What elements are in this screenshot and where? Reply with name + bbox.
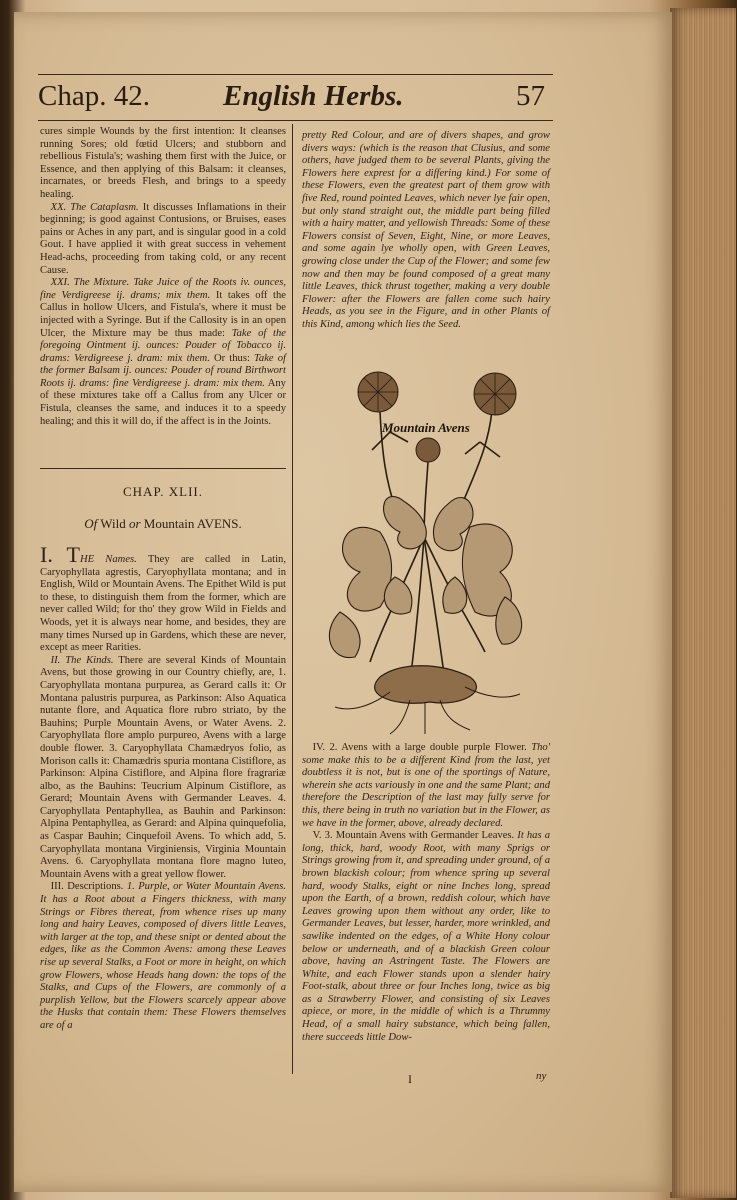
header-rule-bottom [38, 120, 553, 121]
double-avens-text: Tho' some make this to be a different Kind from the last, yet doubtless it is not, but is one of the sportings of Nature, wherein she acts variously in one and the same Plant; and therefore the Description of the last may fully serve for this, there being in truth no variation but in the Flower, as we have in the former, above, already declared. [302, 742, 550, 829]
left-column-top [40, 126, 286, 428]
subtitle-wild: Wild [100, 516, 126, 531]
double-avens-lead: IV. 2. Avens with a large double purple Flower. [312, 742, 527, 753]
chapter-subtitle [40, 516, 286, 532]
page-edges [670, 8, 736, 1198]
paragraph-balsam: cures simple Wounds by the first intention: It cleanses running Sores; old fœtid Ulcers; and stubborn and rebellious Fistula's; washing them first with the Juice, or Essence, and then applying of this Balsam: it cleanses, incarnates, or breeds Flesh, and brings to a speedy healing. [40, 126, 286, 200]
subtitle-of: Of [84, 516, 98, 531]
catchword: ny [536, 1070, 547, 1082]
subtitle-or: or [128, 516, 141, 531]
section-divider [40, 468, 286, 469]
column-divider [292, 124, 293, 1074]
header-rule-top [38, 74, 553, 75]
mountain-avens-illustration [320, 362, 530, 737]
paragraph-mixture [40, 277, 286, 428]
kinds-lead: II. The Kinds. [50, 654, 114, 666]
mixture-text: It takes off the Callus in hollow Ulcers, and Fistula's, where it must be injected with a Syringe. But if the Callosity is in an open Ulcer, the Mixture may be thus made: [40, 289, 286, 339]
header-chapter: Chap. 42. [38, 80, 150, 112]
paragraph-kinds [40, 655, 286, 882]
names-text: They are called in Latin, Caryophyllata agrestis, Caryophyllata montana; and in English, Wild or Mountain Avens. The Epithet Wild is put to these, to distinguish them from the former, which are never called Wild; for tho' they grow Wild in Fields and Woods, yet it is always near home, and besides, they are many times Nursed up in Gardens, which these are never, except as meer Rarities. [40, 554, 286, 654]
cataplasm-lead: XX. The Cataplasm. [50, 201, 139, 213]
right-column-bottom [302, 742, 550, 1044]
subtitle-main: Mountain AVENS. [143, 516, 242, 531]
paragraph-double-avens [302, 742, 550, 830]
header-title: English Herbs. [223, 80, 404, 112]
kinds-text: There are several Kinds of Mountain Avens, but those growing in our Country chiefly, are, 1. Caryophyllata montana purpurea, as Gerard calls it: Or Montana palustris purpurea, as Parkinson: Also Aquatica nutante flore, and Aquatica flore rubro striato, by the Bauhins; Purple Mountain Avens, or Water Avens. 2. Caryophyllata flore amplo purpureo, Avens with a large double flower. 3. Caryophyllata Chamædryos folio, as Morison calls it: Chamædris spuria montana Cistiflore, as Parkinson: Alpina Cistiflore, and Alpina flore fragrariæ albo, as the Bauhins: Teucrium Alpinum Cistiflore, as Gerard; Mountain Avens with Germander Leaves. 4. Caryophyllata Pentaphyllea, as Bauhin and Parkinson: Alpina Pentaphyllea, as Gerard: and Alpina quinquefolia, as Caspar Bauhin; Cinquefoil Avens. To which add, 5. Caryophyllata montana Virginiensis, Virginia Mountain Avens. 6. Caryophyllata montana flore magno luteo, Mountain Avens with a great yellow flower. [40, 654, 286, 880]
germander-avens-text: It has a long, thick, hard, woody Root, with many Sprigs or Strings growing from it, and spreading under ground, of a brown blackish colour; from whence spring up several hard, woody Stalks, eight or nine Inches long, spread upon the Earth, of a brown, reddish colour, which have Leaves growing upon them without any order, like to Germander Leaves, but lesser, harder, more wrinkled, and sawlike indented on the edges, of a White Hony colour below or underneath, and of a blackish Green colour above, having an Astringent Taste. The Flowers are White, and each Flower stands upon a slender hairy Foot-stalk, about three or four Inches long, twice as big as a Strawberry Flower, and consisting of six Leaves apiece, or more, in the middle of which is a Thrummy Head, of a small hairy substance, which being fallen, there succeeds little Dow- [302, 830, 551, 1043]
mixture-or: Or thus: [213, 352, 250, 364]
paragraph-descriptions [40, 881, 286, 1032]
chapter-heading: CHAP. XLII. [123, 484, 203, 499]
running-header [38, 80, 553, 120]
paragraph-flowers: pretty Red Colour, and are of divers shapes, and grow divers ways: (which is the reason that Clusius, and some others, have judged them to be several Plants, giving the Flowers here exprest for a differing kind.) For some of these Flowers, even the greatest part of them grow with five Red, round pointed Leaves, which never lye fair open, but only stand straight out, the middle part being filled with a hairy matter, and yellowish Threads: Some of these Flowers consist of Seven, Eight, Nine, or more Leaves, and some again lye wholly open, with Green Leaves, growing close under the Cup of the Flower; and some few now and then may be found composed of a great many little Leaves, thick thrust together, making a very double Flower: after the Flowers are fallen come such hairy Heads, as you see in the Figure, and in other Plants of this Kind, among which lies the Seed. [302, 130, 550, 330]
drop-cap: I. T [40, 542, 80, 567]
descriptions-text: 1. Purple, or Water Mountain Avens. It has a Root about a Fingers thickness, with many Strings or Fibres thereat, from whence rises up many long and hairy Leaves, composed of divers little Leaves, with larger at the top, and these snipt or dented about the edges, like as the Common Avens: among these Leaves rise up several Stalks, a Foot or more in height, on which grow Flowers, whose Heads hang down: the tops of the Stalks, and Cups of the Flowers, are commonly of a purplish Yellow, but the Flowers scarcely appear above the Husks that contain them: These Flowers themselves are of a [40, 881, 286, 1031]
names-lead: HE Names. [79, 554, 137, 565]
mixture-lead: XXI. The Mixture. [50, 277, 130, 289]
descriptions-lead: III. Descriptions. [50, 881, 124, 893]
signature-mark: I [408, 1072, 412, 1086]
mixture-end: Any of these mixtures take off a Callus from any Ulcer or Fistula, cleanses the same, and induces it to a speedy healing; and this it will do, if the affect is in the Joints. [40, 377, 286, 427]
mixture-recipe-3: Take of the former Balsam ij. ounces: Pouder of round Birthwort Roots ij. drams: fine Verdigreese j. dram: mix them. [40, 352, 286, 389]
left-column-bottom [40, 542, 286, 1033]
figure-caption: Mountain Avens [382, 420, 470, 435]
page-number: 57 [516, 80, 545, 112]
mixture-recipe-2: Take of the foregoing Ointment ij. ounces: Pouder of Tobacco ij. drams: Verdigreese j. dram: mix them. [40, 327, 286, 364]
germander-avens-lead: V. 3. Mountain Avens with Germander Leaves. [312, 830, 515, 842]
mixture-recipe: Take Juice of the Roots iv. ounces, fine Verdigreese ij. drams; mix them. [40, 277, 286, 301]
botanical-woodcut-icon [320, 362, 530, 737]
paragraph-germander-avens [302, 830, 550, 1044]
right-column-top [302, 130, 550, 332]
paragraph-cataplasm [40, 202, 286, 278]
paragraph-names [40, 542, 286, 655]
cataplasm-text: It discusses Inflamations in their beginning; is good against Contusions, or Bruises, eases pains or Aches in any part, and is singular good in a cold Gout. I have applied it with great success in vehement Head-achs, proceeding from taking cold, or any recent Cause. [40, 201, 287, 276]
